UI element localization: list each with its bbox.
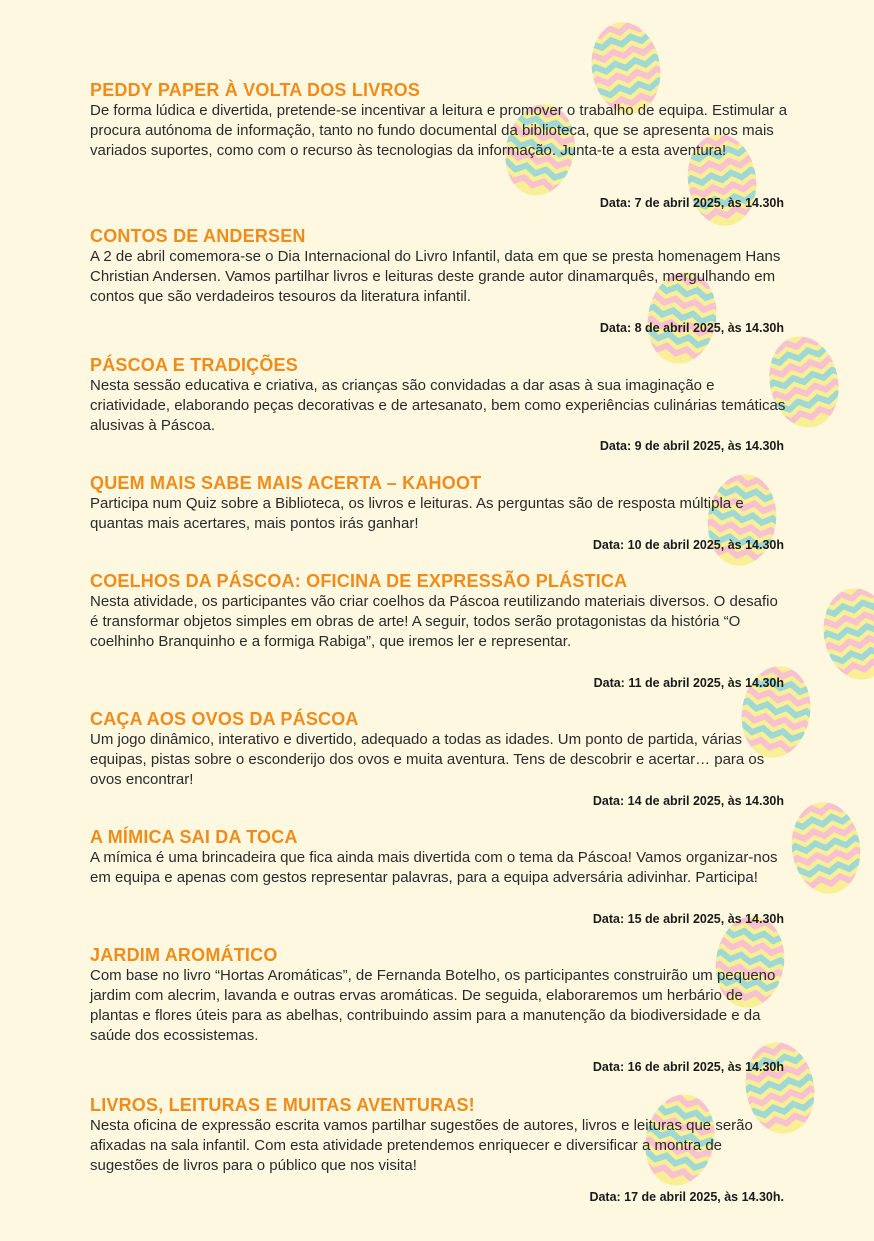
activity-description: Um jogo dinâmico, interativo e divertido, adequado a todas as idades. Um ponto de partida, várias equipas, pistas sobre o esconderijo dos ovos e muita aventura. Tens de descobrir e acertar… para os ovos encontrar! — [90, 731, 765, 788]
activity-description: Nesta sessão educativa e criativa, as crianças são convidadas a dar asas à sua imaginação e criatividade, elaborando peças decorativas e de artesanato, bem como experiências culinárias temáticas alusivas à Páscoa. — [90, 377, 786, 434]
activity-title: LIVROS, LEITURAS E MUITAS AVENTURAS! — [90, 1095, 475, 1115]
activity-title: JARDIM AROMÁTICO — [90, 945, 278, 965]
activity-title: COELHOS DA PÁSCOA: OFICINA DE EXPRESSÃO PLÁSTICA — [90, 571, 628, 591]
activity-contos-andersen — [90, 225, 790, 307]
activity-date: Data: 16 de abril 2025, às 14.30h — [592, 1060, 784, 1074]
activity-date: Data: 7 de abril 2025, às 14.30h — [599, 196, 784, 210]
activity-jardim-aromatico — [90, 944, 790, 1046]
activity-date: Data: 10 de abril 2025, às 14.30h — [592, 538, 784, 552]
easter-egg-icon — [780, 797, 872, 899]
activity-description: Com base no livro “Hortas Aromáticas”, de Fernanda Botelho, os participantes construirão um pequeno jardim com alecrim, lavanda e outras ervas aromáticas. De seguida, elaboraremos um herbário de plantas e flores úteis para as abelhas, contribuindo assim para a manutenção da biodiversidade e da saúde dos ecossistemas. — [90, 967, 776, 1044]
activity-date: Data: 8 de abril 2025, às 14.30h — [599, 321, 784, 335]
activity-title: CAÇA AOS OVOS DA PÁSCOA — [90, 709, 359, 729]
activity-date: Data: 14 de abril 2025, às 14.30h — [592, 794, 784, 808]
activity-description: Nesta atividade, os participantes vão criar coelhos da Páscoa reutilizando materiais diversos. O desafio é transformar objetos simples em obras de arte! A seguir, todos serão protagonistas da história “O coelhinho Branquinho e a formiga Rabiga”, que iremos ler e representar. — [90, 593, 778, 650]
activity-date: Data: 11 de abril 2025, às 14.30h — [593, 676, 784, 690]
activity-coelhos-pascoa — [90, 570, 790, 652]
activity-description: A 2 de abril comemora-se o Dia Internacional do Livro Infantil, data em que se presta homenagem Hans Christian Andersen. Vamos partilhar livros e leituras deste grande autor dinamarquês, mergulhando em contos que são verdadeiros tesouros da literatura infantil. — [90, 248, 781, 305]
activity-peddy-paper — [90, 79, 790, 161]
activity-date: Data: 17 de abril 2025, às 14.30h. — [589, 1190, 784, 1204]
activity-title: A MÍMICA SAI DA TOCA — [90, 827, 298, 847]
activity-date: Data: 9 de abril 2025, às 14.30h — [599, 439, 784, 453]
activity-title: QUEM MAIS SABE MAIS ACERTA – KAHOOT — [90, 473, 482, 493]
activity-description: Nesta oficina de expressão escrita vamos partilhar sugestões de autores, livros e leituras que serão afixadas na sala infantil. Com esta atividade pretendemos enriquecer e diversificar a montra de sugestões de livros para o público que nos visita! — [90, 1117, 753, 1174]
activity-kahoot — [90, 472, 790, 534]
activity-caca-ovos — [90, 708, 790, 790]
activity-title: PÁSCOA E TRADIÇÕES — [90, 355, 298, 375]
activity-date: Data: 15 de abril 2025, às 14.30h — [592, 912, 784, 926]
activity-title: CONTOS DE ANDERSEN — [90, 226, 306, 246]
activity-pascoa-tradicoes — [90, 354, 790, 436]
activity-livros-leituras — [90, 1094, 790, 1176]
activity-title: PEDDY PAPER À VOLTA DOS LIVROS — [90, 80, 421, 100]
activity-description: De forma lúdica e divertida, pretende-se incentivar a leitura e promover o trabalho de equipa. Estimular a procura autónoma de informação, tanto no fundo documental da biblioteca, que se apresenta nos mais variados suportes, como com o recurso às tecnologias da informação. Junta-te a esta aventura! — [90, 102, 788, 159]
activity-mimica — [90, 826, 790, 888]
easter-egg-icon — [811, 582, 874, 686]
activity-description: Participa num Quiz sobre a Biblioteca, os livros e leituras. As perguntas são de resposta múltipla e quantas mais acertares, mais pontos irás ganhar! — [90, 495, 744, 532]
activity-description: A mímica é uma brincadeira que fica ainda mais divertida com o tema da Páscoa! Vamos organizar-nos em equipa e apenas com gestos representar palavras, para a equipa adversária adivinhar. Participa! — [90, 849, 778, 886]
